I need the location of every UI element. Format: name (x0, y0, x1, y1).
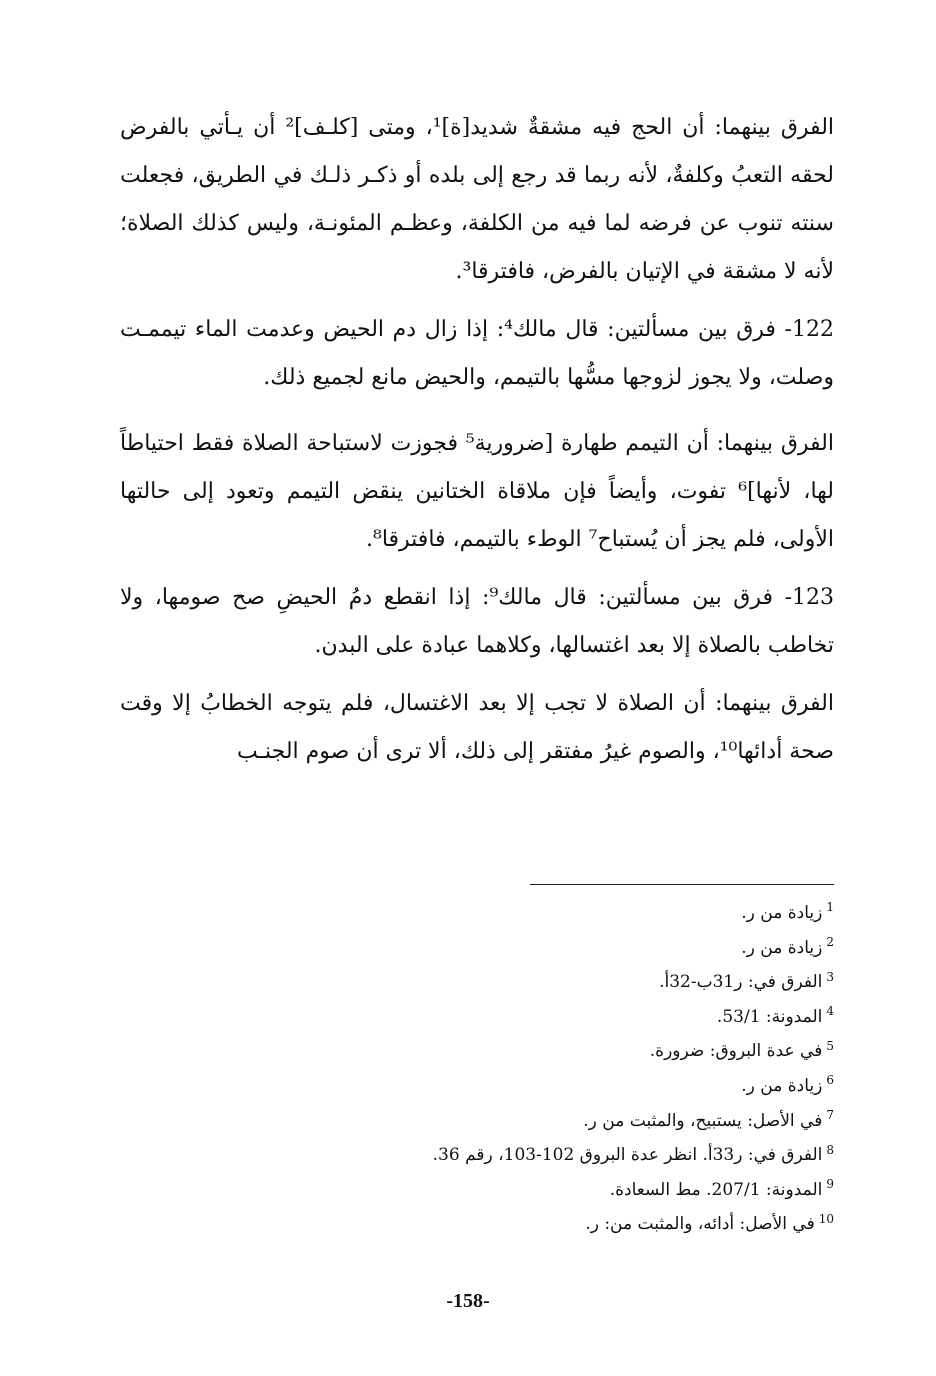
footnote-number: 2 (826, 934, 834, 949)
footnote-text: المدونة: 53/1. (716, 1006, 823, 1027)
footnote (234, 1207, 834, 1242)
footnote-text: المدونة: 207/1. مط السعادة. (609, 1179, 823, 1200)
footnote-text: زيادة من ر. (741, 903, 823, 923)
footnotes-list (234, 896, 834, 1242)
footnote-number: 5 (826, 1038, 834, 1053)
footnote (234, 1069, 834, 1104)
footnote (234, 1104, 834, 1139)
footnote-number: 7 (826, 1107, 834, 1122)
paragraph-difference-2: الفرق بينهما: أن التيمم طهارة [ضرورية⁵ فجوزت لاستباحة الصلاة فقط احتياطاً لها، لأنها]⁶ تفوت، وأيضاً فإن ملاقاة الختانين ينقض التيمم وتعود إلى حالتها الأولى، فلم يجز أن يُستباح⁷ الوطء بالتيمم، فافترقا⁸. (120, 431, 834, 552)
footnote-text: الفرق في: ر33أ. انظر عدة البروق 102-103، رقم 36. (432, 1145, 823, 1166)
footnote-text: في عدة البروق: ضرورة. (649, 1041, 823, 1062)
footnote (234, 1138, 834, 1173)
paragraph-issue-123: 123- فرق بين مسألتين: قال مالك⁹: إذا انقطع دمُ الحيضِ صح صومها، ولا تخاطب بالصلاة إلا بعد اغتسالها، وكلاهما عبادة على البدن. (120, 585, 834, 658)
footnote-text: في الأصل: أدائه، والمثبت من: ر. (585, 1214, 815, 1235)
footnote-text: الفرق في: ر31ب-32أ. (659, 972, 823, 993)
paragraph-issue-122: 122- فرق بين مسألتين: قال مالك⁴: إذا زال دم الحيض وعدمت الماء تيممـت وصلت، ولا يجوز لزوجها مسُّها بالتيمم، والحيض مانع لجميع ذلك. (120, 317, 834, 390)
footnote-number: 9 (826, 1177, 834, 1192)
footnote (234, 896, 834, 931)
footnote-text: زيادة من ر. (741, 937, 823, 958)
footnote-number: 10 (818, 1211, 834, 1226)
page-number: -158- (446, 1290, 490, 1312)
footnote-divider (530, 884, 834, 885)
footnote-number: 4 (826, 1004, 834, 1019)
footnote-text: في الأصل: يستبيح، والمثبت من ر. (583, 1110, 823, 1131)
footnote-text: زيادة من ر. (741, 1075, 823, 1096)
footnote (234, 931, 834, 966)
paragraph-difference-1: الفرق بينهما: أن الحج فيه مشقةٌ شديد[ة]¹، ومتى [كلـف]² أن يـأتي بالفرض لحقه التعبُ وكلفةٌ، لأنه ربما قد رجع إلى بلده أو ذكـر ذلـك في الطريق، فجعلت سنته تنوب عن فرضه لما فيه من الكلفة، وعظـم المئونـة، وليس كذلك الصلاة؛ لأنه لا مشقة في الإتيان بالفرض، فافترقا³. (120, 115, 835, 284)
footnote (234, 1000, 834, 1035)
footnote-number: 3 (826, 969, 834, 984)
footnote-number: 6 (826, 1073, 834, 1088)
footnote-number: 8 (826, 1142, 834, 1157)
paragraph-difference-3: الفرق بينهما: أن الصلاة لا تجب إلا بعد الاغتسال، فلم يتوجه الخطابُ إلا وقت صحة أدائها¹⁰، والصوم غيرُ مفتقر إلى ذلك، ألا ترى أن صوم الجنـب (120, 691, 834, 764)
footnote-number: 1 (826, 900, 834, 915)
footnote (234, 1173, 834, 1208)
footnote (234, 1034, 834, 1069)
main-text (120, 104, 834, 786)
footnote (234, 965, 834, 1000)
